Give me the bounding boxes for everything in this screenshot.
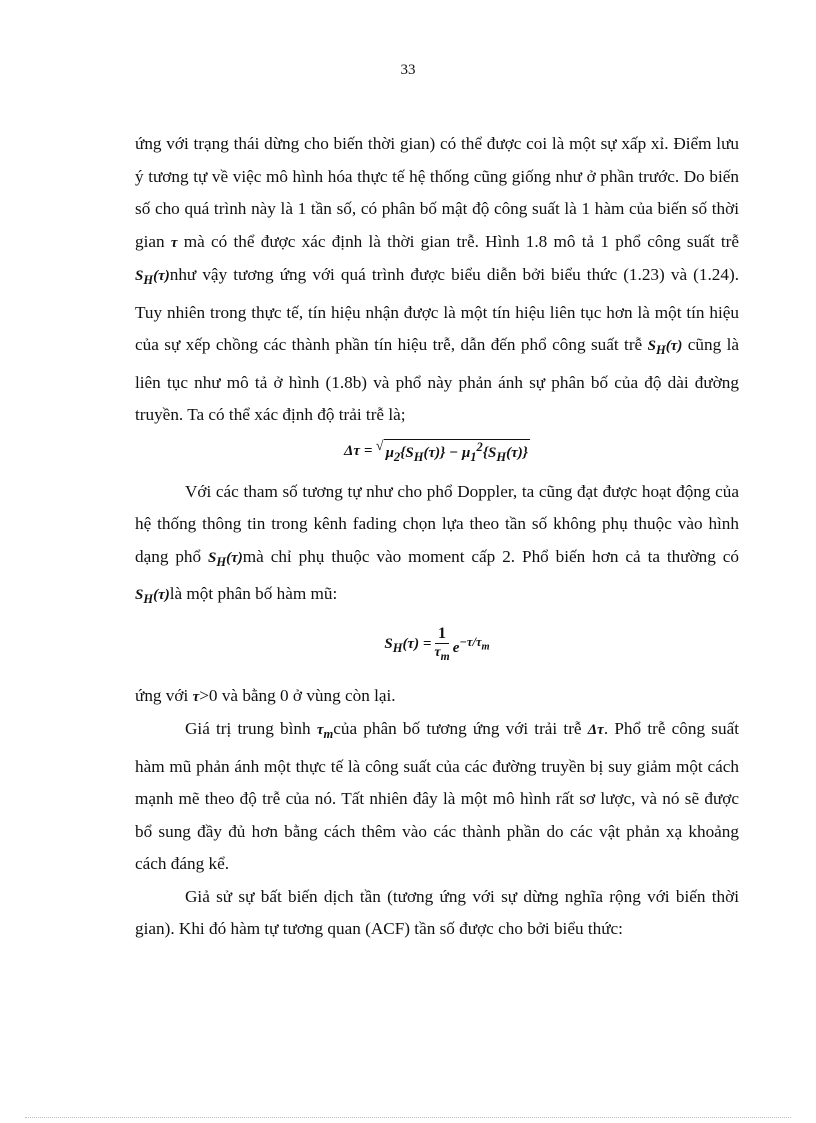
sqrt: √ $\mu_2\{S_H(\tau)\} - \mu_1^2\{S_H(\tau)\}$ [375,438,528,464]
text: mà có thể được xác định là thời gian trễ. Hình 1.8 mô tả 1 phổ công suất trễ [183,231,739,251]
paragraph-5: Giả sử sự bất biến dịch tần (tương ứng với sự dừng nghĩa rộng với biến thời gian). Khi đó hàm tự tương quan (ACF) tần số được cho bởi biểu thức: [135,886,739,938]
text: ứng với trạng thái dừng cho biến thời gian) có thể được coi là một sự xấp xỉ. Điểm lưu ý tương tự về việc mô hình hóa thực tế hệ thống cũng giống như ở phần trước. Do biến số cho quá trình này là 1 tần số, có phân bố mật độ công suất là 1 hàm của biến số thời gian [135,134,739,251]
math-sh-tau: $S_H(\tau)$ [208,549,243,569]
math-sh-tau: $S_H(\tau)$ [135,587,170,606]
math-sh-tau: $S_H(\tau)$ [135,268,170,287]
equation-exponential: $S_H(\tau)$ = $\frac{1}{\tau_m}$ $e^{-\tau/\tau_m}$ [135,618,739,674]
math-tau: τ [192,688,200,705]
paragraph-2: Với các tham số tương tự như cho phổ Doppler, ta cũng đạt được hoạt động của hệ thống thông tin trong kênh fading chọn lựa theo tần số không phụ thuộc vào hình dạng phổ $S_H(\tau)mà$ chỉ phụ thuộc vào moment cấp 2. Phổ biến hơn cả ta thường có $S_H(\tau)là$ một phân bố hàm mũ: [135,481,739,606]
equation-delay-spread: Δτ = √ $\mu_2\{S_H(\tau)\} - \mu_1^2\{S_H(\tau)\}$ [344,438,528,464]
page-number: 33 [400,62,416,78]
paragraph-1 [135,128,739,432]
math-tau: τ [170,234,178,251]
document-body [135,128,739,946]
paragraph-3: ứng với τ>0 và bằng 0 ở vùng còn lại. [135,685,396,705]
paragraph-4: Giá trị trung bình $\tau_mcủa$ phân bố tương ứng với trải trễ Δτ. Phổ trễ công suất hàm mũ phản ánh một thực tế là công suất của các đường truyền bị suy giảm một cách mạnh mẽ theo độ trễ của nó. Tất nhiên đây là một mô hình rất sơ lược, và nó sẽ được bổ sung đầy đủ hơn bằng cách thêm vào các thành phần do các vật phản xạ khoảng cách đáng kể. [135,719,739,873]
text: cũng là liên tục như mô tả ở hình (1.8b) và phổ này phản ánh sự phân bố của độ dài đường truyền. Ta có thể xác định độ trải trễ là; [135,335,739,424]
math-sh-tau: $S_H(\tau)$ [647,338,683,357]
text: như vậy tương ứng với quá trình được biểu diễn bởi biểu thức (1.23) và (1.24). Tuy nhiên trong thực tế, tín hiệu nhận được là một tín hiệu liên tục hơn là một tín hiệu của sự xếp chồng các thành phần tín hiệu trễ, dẫn đến phổ công suất trễ [135,265,739,354]
math-tau-m: $\tau_m$ [316,722,334,741]
fraction: $\frac{1}{\tau_m}$ [434,625,450,663]
footer-divider [25,1117,791,1118]
math-delta-tau: Δτ [587,722,604,738]
